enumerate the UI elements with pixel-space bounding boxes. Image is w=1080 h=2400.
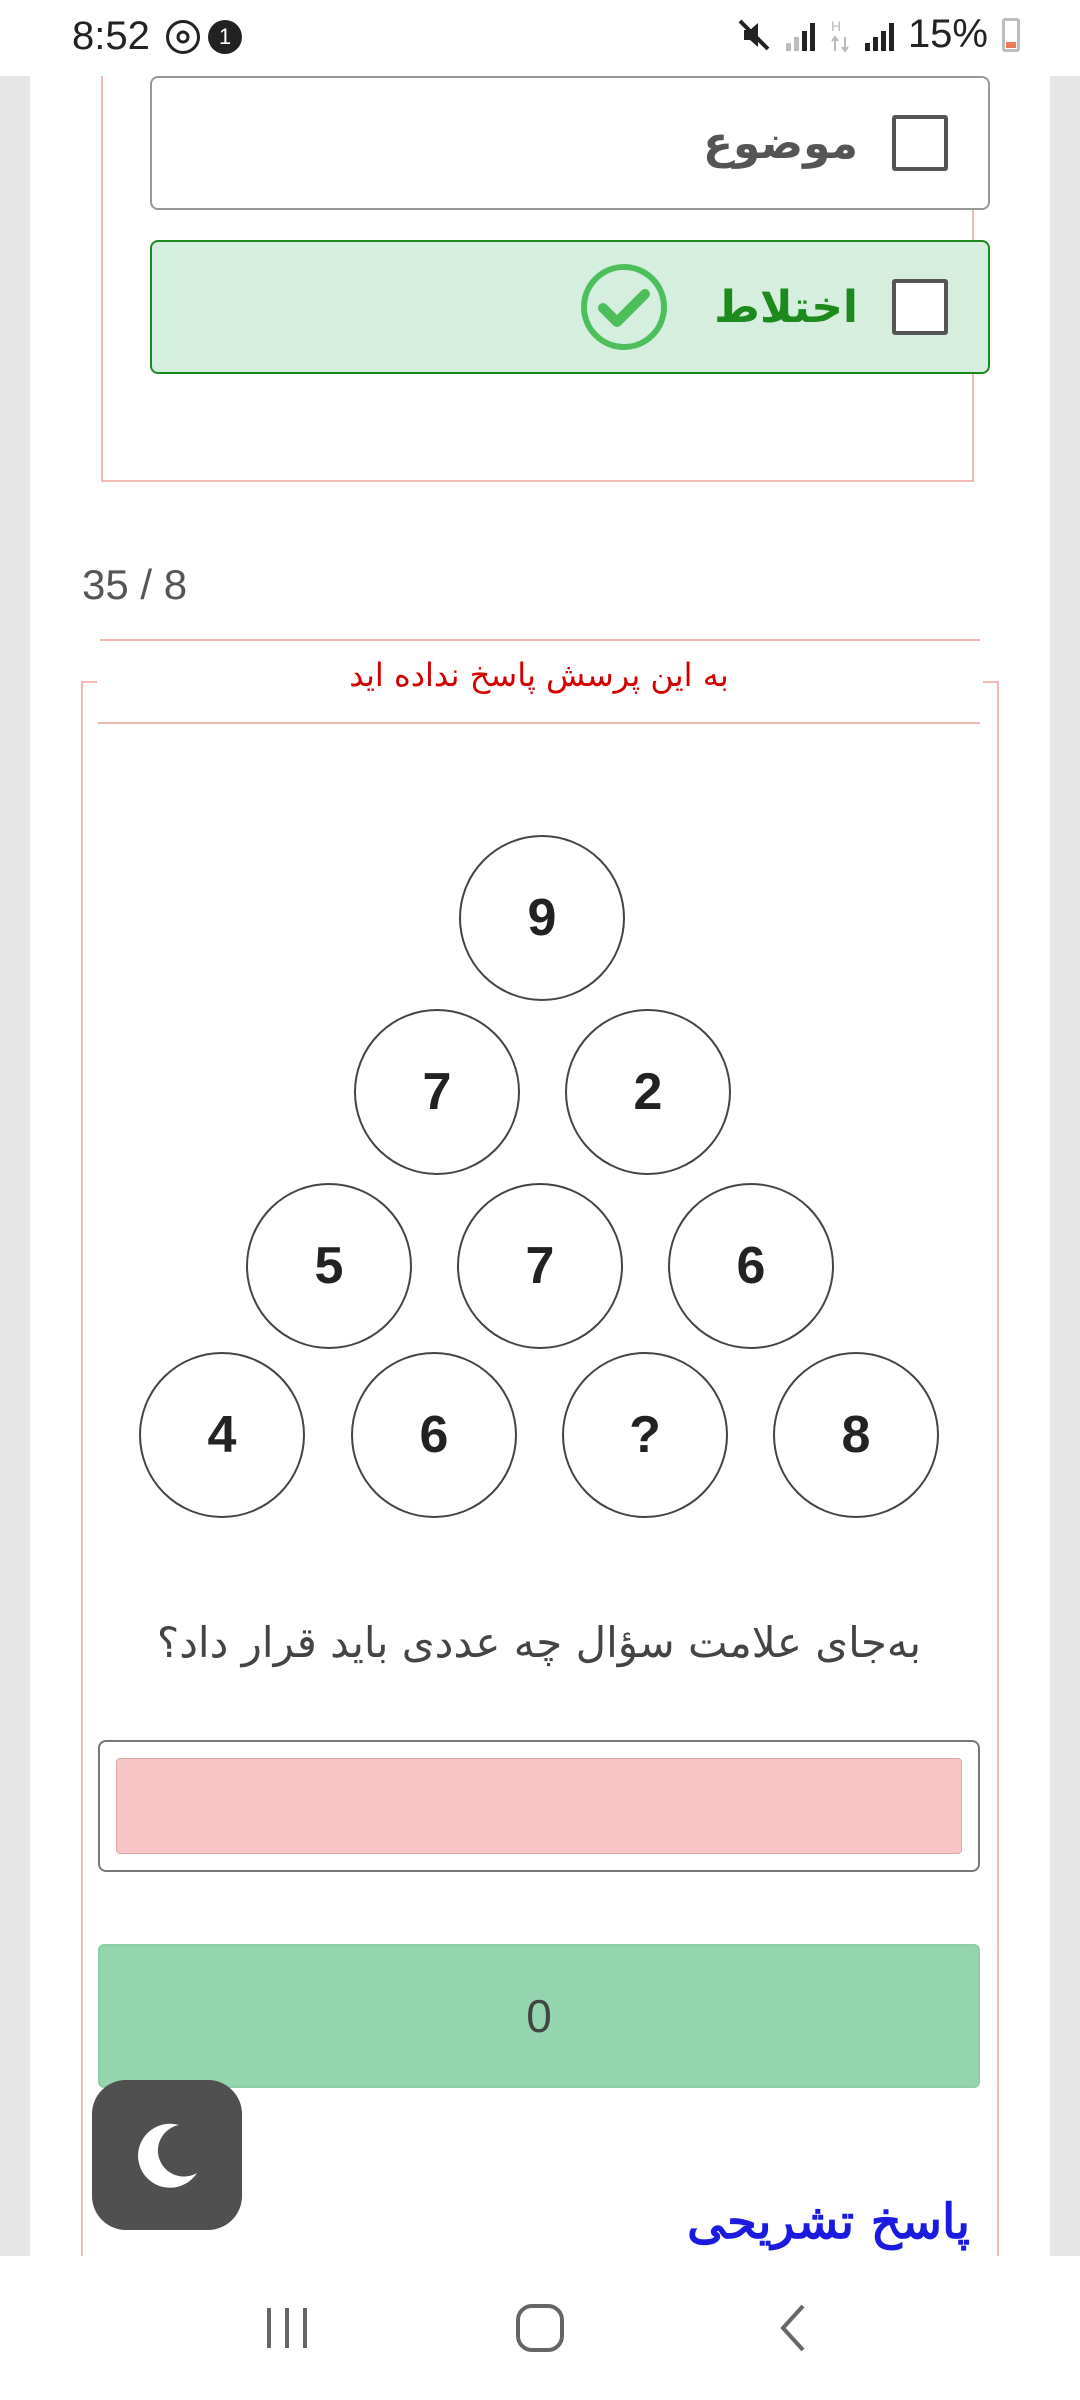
correct-answer-value: 0 <box>526 1990 552 2042</box>
option-checkbox[interactable] <box>892 115 948 171</box>
back-icon <box>773 2298 813 2358</box>
correct-answer-box <box>98 1944 980 2088</box>
status-bar <box>0 0 1080 76</box>
page-gutter-left <box>0 76 30 2256</box>
home-button[interactable] <box>500 2288 580 2368</box>
moon-icon <box>127 2115 207 2195</box>
status-left-icons <box>166 20 242 54</box>
option-mozoo[interactable] <box>150 76 990 210</box>
check-circle-icon <box>578 261 670 353</box>
pyramid-ball: 7 <box>354 1009 520 1175</box>
explanation-link[interactable]: پاسخ تشریحی <box>687 2194 970 2250</box>
sync-icon <box>166 20 200 54</box>
recent-apps-icon <box>257 2303 317 2353</box>
home-icon <box>510 2298 570 2358</box>
previous-question-card <box>101 76 974 482</box>
card-corner <box>983 681 999 683</box>
pyramid-ball-unknown: ? <box>562 1352 728 1518</box>
signal-icon-2 <box>865 19 894 51</box>
status-right-icons <box>736 12 1020 57</box>
notification-badge-icon <box>208 20 242 54</box>
option-checkbox[interactable] <box>892 279 948 335</box>
option-label: موضوع <box>703 117 858 169</box>
answer-input[interactable] <box>116 1758 962 1854</box>
pyramid-ball: 9 <box>459 835 625 1001</box>
battery-percent: 15% <box>907 12 988 56</box>
option-label: اختلاط <box>714 281 858 333</box>
pyramid-ball: 5 <box>246 1183 412 1349</box>
pyramid-ball: 6 <box>668 1183 834 1349</box>
battery-icon <box>1002 18 1020 52</box>
page-content[interactable] <box>30 76 1050 2256</box>
option-ekhtelat[interactable] <box>150 240 990 374</box>
unanswered-message: به این پرسش پاسخ نداده اید <box>349 656 729 694</box>
pyramid-ball: 6 <box>351 1352 517 1518</box>
svg-text:H: H <box>830 17 842 34</box>
dark-mode-button[interactable] <box>92 2080 242 2230</box>
back-button[interactable] <box>753 2288 833 2368</box>
notification-count: 1 <box>218 24 232 49</box>
question-prompt: به‌جای علامت سؤال چه عددی باید قرار داد؟ <box>156 1618 922 1667</box>
recent-apps-button[interactable] <box>247 2288 327 2368</box>
system-nav-bar <box>0 2256 1080 2400</box>
divider <box>100 639 980 641</box>
pyramid-ball: 7 <box>457 1183 623 1349</box>
divider <box>98 722 980 724</box>
status-time: 8:52 <box>72 14 150 58</box>
signal-icon <box>786 19 815 51</box>
card-corner <box>81 681 97 683</box>
pyramid-ball: 2 <box>565 1009 731 1175</box>
mute-icon <box>736 17 772 53</box>
question-counter: 35 / 8 <box>82 561 188 608</box>
answer-field-wrapper <box>98 1740 980 1872</box>
pyramid-ball: 4 <box>139 1352 305 1518</box>
page-gutter-right <box>1050 76 1080 2256</box>
pyramid-ball: 8 <box>773 1352 939 1518</box>
data-icon <box>829 17 851 53</box>
